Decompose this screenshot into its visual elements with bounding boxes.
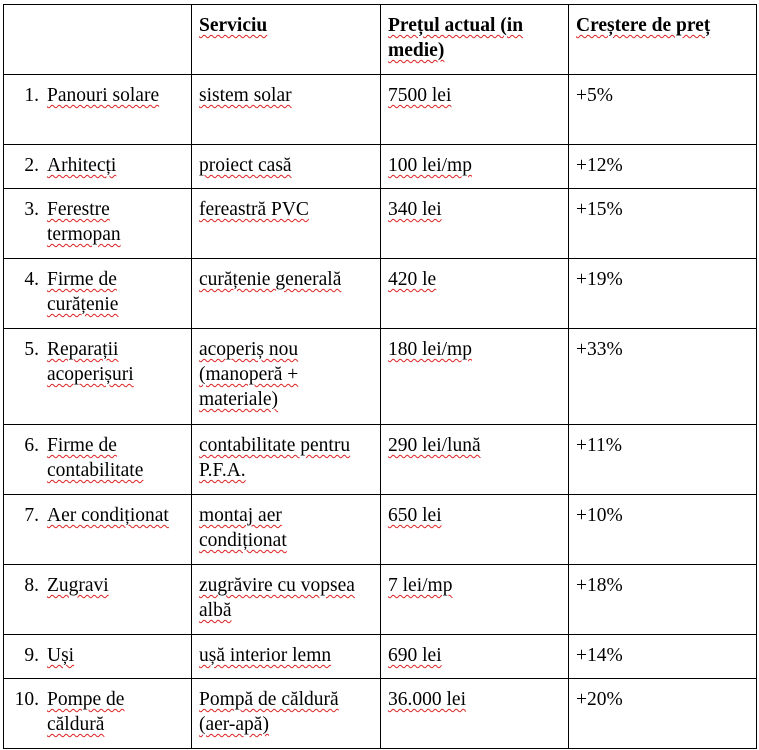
- header-price-label: Prețul actual (in medie): [388, 15, 524, 61]
- table-row: [4, 259, 757, 329]
- increase-cell: [569, 75, 757, 145]
- service-cell: [192, 75, 381, 145]
- increase-value: +18%: [576, 575, 623, 596]
- row-number: 2.: [24, 155, 39, 176]
- price-cell: [381, 189, 569, 259]
- table-row: [4, 495, 757, 565]
- service-name: curățenie generală: [199, 269, 342, 290]
- table-row: [4, 145, 757, 189]
- service-name: sistem solar: [199, 85, 292, 106]
- row-number: 1.: [24, 85, 39, 106]
- increase-value: +15%: [576, 199, 623, 220]
- category-name: Panouri solare: [47, 85, 160, 106]
- service-cell: [192, 189, 381, 259]
- increase-value: +19%: [576, 269, 623, 290]
- service-cell: [192, 329, 381, 425]
- increase-cell: [569, 635, 757, 679]
- service-name: Pompă de căldură (aer-apă): [199, 689, 339, 735]
- increase-value: +20%: [576, 689, 623, 710]
- category-name: Zugravi: [47, 575, 109, 596]
- price-value: 100 lei/mp: [388, 155, 472, 176]
- row-number: 8.: [24, 575, 39, 596]
- price-cell: [381, 425, 569, 495]
- category-name: Ferestre termopan: [47, 199, 121, 245]
- row-number: 6.: [24, 435, 39, 456]
- header-service: [192, 5, 381, 75]
- table-row: [4, 679, 757, 749]
- service-cell: [192, 635, 381, 679]
- service-name: fereastră PVC: [199, 199, 309, 220]
- service-name: contabilitate pentru P.F.A.: [199, 435, 351, 481]
- row-number: 10.: [14, 689, 39, 710]
- increase-value: +5%: [576, 85, 613, 106]
- header-increase: [569, 5, 757, 75]
- header-service-label: Serviciu: [199, 15, 268, 36]
- service-name: acoperiș nou (manoperă + materiale): [199, 339, 299, 410]
- category-cell: [4, 635, 192, 679]
- service-name: ușă interior lemn: [199, 645, 332, 666]
- increase-value: +11%: [576, 435, 623, 456]
- price-value: 650 lei: [388, 505, 442, 526]
- row-number: 3.: [24, 199, 39, 220]
- price-table: [3, 4, 757, 749]
- table-row: [4, 565, 757, 635]
- row-number: 9.: [24, 645, 39, 666]
- increase-value: +12%: [576, 155, 623, 176]
- service-cell: [192, 495, 381, 565]
- header-increase-label: Creștere de preț: [576, 15, 711, 36]
- increase-cell: [569, 329, 757, 425]
- price-value: 690 lei: [388, 645, 442, 666]
- increase-value: +33%: [576, 339, 623, 360]
- price-cell: [381, 145, 569, 189]
- category-cell: [4, 189, 192, 259]
- table-row: [4, 425, 757, 495]
- price-cell: [381, 329, 569, 425]
- price-value: 420 le: [388, 269, 437, 290]
- price-cell: [381, 259, 569, 329]
- category-name: Firme de contabilitate: [47, 435, 144, 481]
- table-row: [4, 635, 757, 679]
- price-cell: [381, 75, 569, 145]
- price-value: 340 lei: [388, 199, 442, 220]
- table-row: [4, 189, 757, 259]
- table-row: [4, 75, 757, 145]
- increase-value: +14%: [576, 645, 623, 666]
- row-number: 7.: [24, 505, 39, 526]
- increase-value: +10%: [576, 505, 623, 526]
- price-cell: [381, 495, 569, 565]
- service-name: zugrăvire cu vopsea albă: [199, 575, 355, 621]
- category-name: Uși: [47, 645, 75, 666]
- service-cell: [192, 145, 381, 189]
- category-cell: [4, 425, 192, 495]
- service-cell: [192, 679, 381, 749]
- price-value: 7 lei/mp: [388, 575, 453, 596]
- service-cell: [192, 259, 381, 329]
- category-cell: [4, 329, 192, 425]
- price-cell: [381, 635, 569, 679]
- category-name: Aer condiționat: [47, 505, 169, 526]
- category-cell: [4, 259, 192, 329]
- category-name: Pompe de căldură: [47, 689, 125, 735]
- increase-cell: [569, 259, 757, 329]
- row-number: 4.: [24, 269, 39, 290]
- category-cell: [4, 145, 192, 189]
- price-value: 7500 lei: [388, 85, 452, 106]
- service-name: proiect casă: [199, 155, 292, 176]
- category-name: Arhitecți: [47, 155, 117, 176]
- category-cell: [4, 75, 192, 145]
- table-row: [4, 329, 757, 425]
- service-name: montaj aer condiționat: [199, 505, 287, 551]
- category-name: Firme de curățenie: [47, 269, 119, 315]
- header-row: [4, 5, 757, 75]
- increase-cell: [569, 495, 757, 565]
- increase-cell: [569, 565, 757, 635]
- category-cell: [4, 565, 192, 635]
- increase-cell: [569, 679, 757, 749]
- row-number: 5.: [24, 339, 39, 360]
- price-cell: [381, 679, 569, 749]
- service-cell: [192, 425, 381, 495]
- increase-cell: [569, 145, 757, 189]
- price-cell: [381, 565, 569, 635]
- header-empty: [4, 5, 192, 75]
- price-value: 36.000 lei: [388, 689, 466, 710]
- category-cell: [4, 679, 192, 749]
- category-cell: [4, 495, 192, 565]
- price-value: 180 lei/mp: [388, 339, 472, 360]
- increase-cell: [569, 189, 757, 259]
- category-name: Reparații acoperișuri: [47, 339, 134, 385]
- service-cell: [192, 565, 381, 635]
- header-price: [381, 5, 569, 75]
- price-value: 290 lei/lună: [388, 435, 481, 456]
- increase-cell: [569, 425, 757, 495]
